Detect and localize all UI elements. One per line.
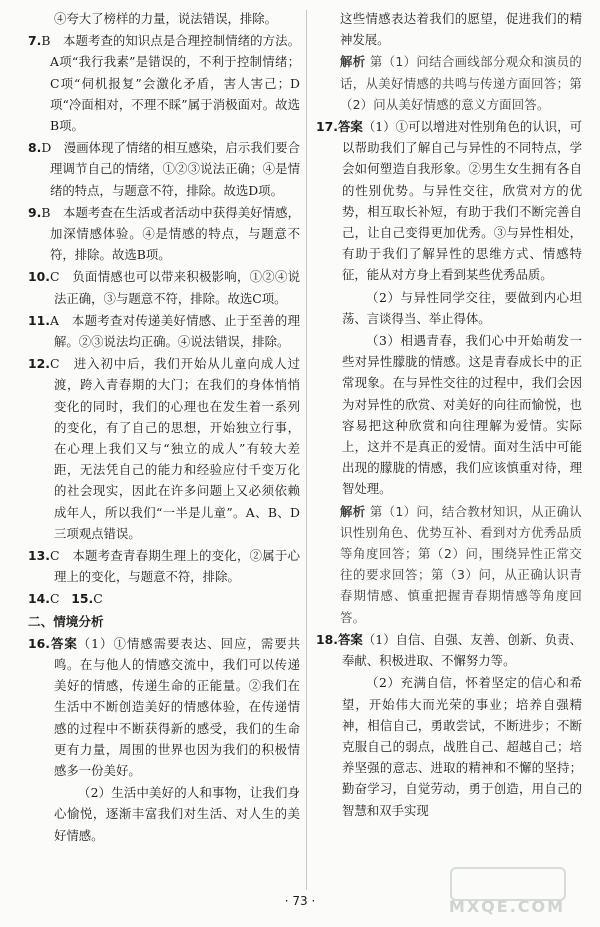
analysis-16: 解析 第（1）问结合画线部分观众和演员的话，从美好情感的共鸣与传递方面回答；第（2）问从美好情感的意义方面回答。 [340,54,582,112]
answer-18-part2: （2）充满自信，怀着坚定的信心和希望，开始伟大而光荣的事业；培养自强精神，相信自己，勇敢尝试，不断进步；不断克服自己的弱点，战胜自己、超越自己；培养坚强的意志、进取的精神和不懈的坚持；勤奋学习，自觉劳动，勇于创造，用自己的智慧和双手实现 [342,675,582,818]
right-column [316,8,582,822]
answer-14-15: 14.C 15.C [28,591,103,607]
answer-13: 13.C 本题考查青春期生理上的变化，②属于心理上的变化，与题意不符，排除。 [28,548,300,585]
answer-17-part2: （2）与异性同学交往，要做到内心坦荡、言谈得当、举止得体。 [342,289,582,326]
answer-9: 9.B 本题考查在生活或者活动中获得美好情感，加深情感体验。④是情感的特点，与题意不符，排除。故选B项。 [28,204,300,263]
answer-11: 11.A 本题考查对传递美好情感、止于至善的理解。②③说法均正确。④说法错误，排除。 [28,312,300,350]
site-watermark [432,867,582,919]
answer-7: 7.B 本题考查的知识点是合理控制情绪的方法。A项“我行我素”是错误的，不利于控制情绪；C项“伺机报复”会激化矛盾，害人害己；D项“冷面相对，不理不睬”属于消极面对。故选B项。 [28,33,300,134]
answer-18: 18.答案（1）自信、自强、友善、创新、负责、奉献、积极进取、不懈努力等。 [316,631,583,669]
answer-16: 16.答案（1）①情感需要表达、回应，需要共鸣。在与他人的情感交流中，我们可以传递美好的情感，传递生命的正能量。②我们在生活中不断创造美好的情感体验，在传递情感的过程中不断获得新的感受，我们的生命更有力量，周围的世界也因为我们的积极情感多一份美好。 [28,635,301,778]
watermark-text: MXQE.COM [448,897,566,916]
page-number: · 73 · [284,894,316,908]
left-column [28,8,300,847]
watermark-logo-icon [450,867,566,901]
answer-17: 17.答案（1）①可以增进对性别角色的认识，可以帮助我们了解自己与异性的不同特点，学会如何塑造自我形象。②男生女生拥有各自的性别优势。与异性交往，欣赏对方的优势，相互取长补短，有助于我们不断完善自己，让自己变得更加优秀。③与异性相处，有助于我们了解异性的思维方式、情感特征，能从对方身上看到某些优秀品质。 [316,119,583,283]
analysis-17: 解析 第（1）问，结合教材知识，从正确认识性别角色、优势互补、看到对方优秀品质等角度回答；第（2）问，围绕异性正常交往的要求回答；第（3）问，从正确认识青春期情感、慎重把握青春期情感等角度回答。 [340,503,582,625]
section-heading: 二、情境分析 [28,613,104,629]
answer-6-tail: ④夸大了榜样的力量，说法错误，排除。 [54,11,278,26]
answer-16-part2: （2）生活中美好的人和事物，让我们身心愉悦，逐渐丰富我们对生活、对人生的美好情感。 [54,785,300,843]
answer-16-part2-tail: 这些情感表达着我们的愿望，促进我们的精神发展。 [340,11,582,48]
answer-17-part3: （3）相遇青春，我们心中开始萌发一些对异性朦胧的情感。这是青春成长中的正常现象。在与异性交往的过程中，我们会因为对异性的欣赏、对美好的向往而愉悦，也容易把这种欣赏和向往理解为爱情。实际上，这并不是真正的爱情。面对生活中可能出现的朦胧的情感，我们应该慎重对待，理智处理。 [342,333,582,497]
answer-12: 12.C 进入初中后，我们开始从儿童向成人过渡，跨入青春期的大门；在我们的身体悄悄变化的同时，我们的心理也在发生着一系列的变化，有了自己的思想，开始独立行事，在心理上我们又与“独立的成人”有较大差距，无法凭自己的能力和经验应付千变万化的社会现实，因此在许多问题上又必须依赖成年人，所以我们“一半是儿童”。A、B、D三项观点错误。 [28,356,300,541]
answer-10: 10.C 负面情感也可以带来积极影响，①②④说法正确，③与题意不符，排除。故选C项。 [28,269,300,306]
column-divider [306,10,307,890]
answer-8: 8.D 漫画体现了情绪的相互感染，启示我们要合理调节自己的情绪，①②③说法正确；④是情绪的特点，与题意不符，排除。故选D项。 [28,140,300,198]
